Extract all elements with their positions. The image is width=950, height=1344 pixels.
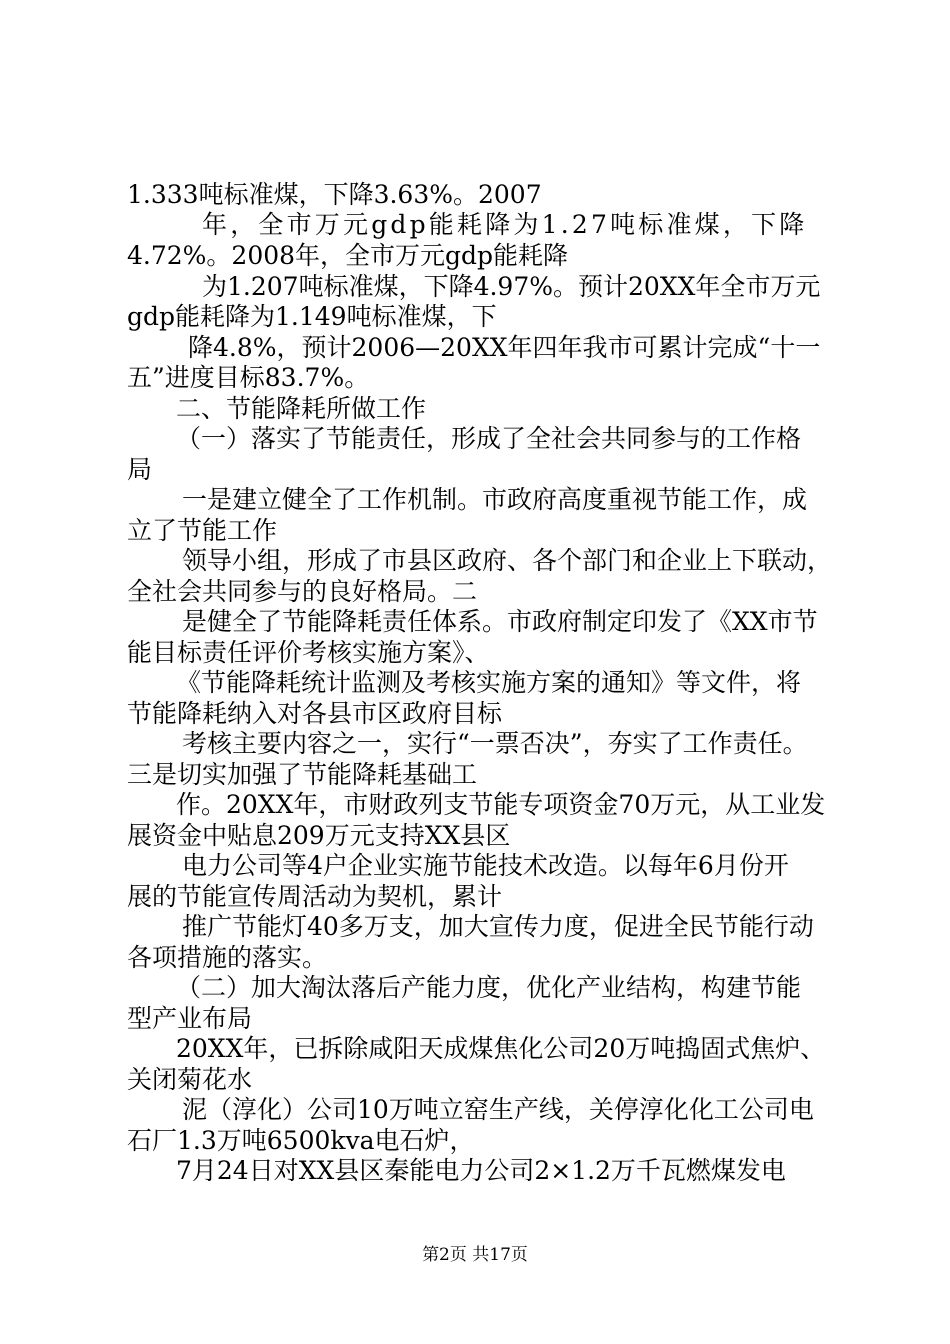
text-line-1: 1.333吨标准煤，下降3.63%。2007 [127, 180, 542, 209]
text-line-23: 电力公司等4户企业实施节能技术改造。以每年6月份开 [182, 851, 789, 880]
text-line-26: 各项措施的落实。 [127, 943, 328, 972]
page-footer: 第2页 共17页 [422, 1245, 528, 1265]
text-line-20: 三是切实加强了节能降耗基础工 [127, 760, 478, 789]
text-line-2: 年，全市万元gdp能耗降为1.27吨标准煤，下降 [202, 210, 808, 239]
text-line-24: 展的节能宣传周活动为契机，累计 [127, 882, 503, 911]
text-line-25: 推广节能灯40多万支，加大宣传力度，促进全民节能行动 [182, 912, 814, 941]
text-line-32: 石厂1.3万吨6500kva电石炉， [127, 1126, 475, 1155]
text-line-11: 一是建立健全了工作机制。市政府高度重视节能工作，成 [182, 485, 808, 514]
text-line-12: 立了节能工作 [127, 516, 278, 545]
text-line-13: 领导小组，形成了市县区政府、各个部门和企业上下联动， [182, 546, 833, 575]
text-line-21: 作。20XX年，市财政列支节能专项资金70万元，从工业发 [176, 790, 826, 819]
subsection-heading-2: （二）加大淘汰落后产能力度，优化产业结构，构建节能 [176, 973, 802, 1002]
text-line-17: 《节能降耗统计监测及考核实施方案的通知》等文件，将 [176, 668, 802, 697]
text-line-22: 展资金中贴息209万元支持XX县区 [127, 821, 511, 850]
text-line-19: 考核主要内容之一，实行“一票否决”，夯实了工作责任。 [182, 729, 808, 758]
text-line-16: 能目标责任评价考核实施方案》、 [127, 638, 490, 667]
text-line-6: 降4.8%，预计2006—20XX年四年我市可累计完成“十一 [188, 333, 821, 362]
text-line-10: 局 [127, 455, 153, 484]
text-line-30: 关闭菊花水 [127, 1065, 253, 1094]
text-line-7: 五”进度目标83.7%。 [127, 363, 370, 392]
text-line-31: 泥（淳化）公司10万吨立窑生产线，关停淳化化工公司电 [182, 1095, 814, 1124]
text-line-14: 全社会共同参与的良好格局。二 [127, 577, 478, 606]
text-line-33: 7月24日对XX县区秦能电力公司2×1.2万千瓦燃煤发电 [176, 1156, 786, 1185]
text-line-29: 20XX年，已拆除咸阳天成煤焦化公司20万吨捣固式焦炉、 [176, 1034, 826, 1063]
text-line-3: 4.72%。2008年，全市万元gdp能耗降 [127, 241, 569, 270]
text-line-28: 型产业布局 [127, 1004, 253, 1033]
subsection-heading-1: （一）落实了节能责任，形成了全社会共同参与的工作格 [176, 424, 802, 453]
text-line-5: gdp能耗降为1.149吨标准煤，下 [127, 302, 497, 331]
text-line-18: 节能降耗纳入对各县市区政府目标 [127, 699, 503, 728]
section-heading-2: 二、节能降耗所做工作 [176, 394, 427, 423]
text-line-4: 为1.207吨标准煤，下降4.97%。预计20XX年全市万元 [202, 272, 821, 301]
text-line-15: 是健全了节能降耗责任体系。市政府制定印发了《XX市节 [182, 607, 818, 636]
